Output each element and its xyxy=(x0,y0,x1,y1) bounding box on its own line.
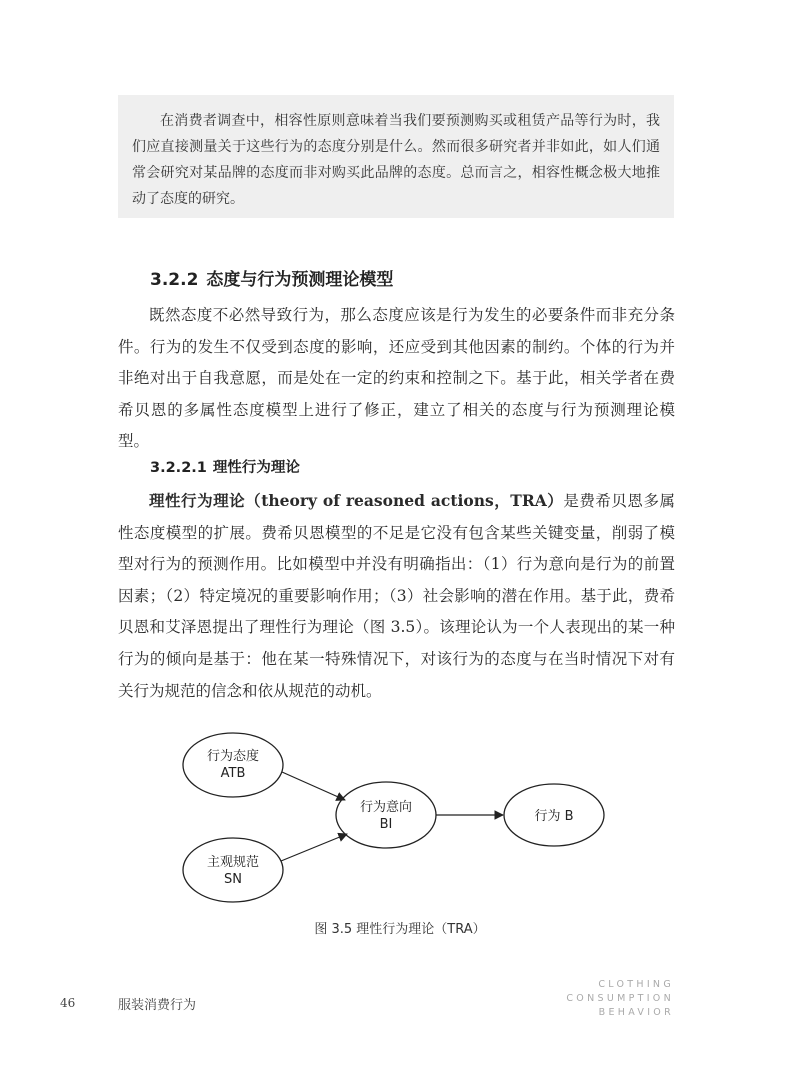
page-number: 46 xyxy=(60,996,76,1010)
series-line-2: CONSUMPTION xyxy=(566,993,674,1004)
subsection-title: 理性行为理论 xyxy=(212,460,300,476)
note-box-text: 在消费者调查中，相容性原则意味着当我们要预测购买或租赁产品等行为时，我们应直接测量关于这些行为的态度分别是什么。然而很多研究者并非如此，如人们通常会研究对某品牌的态度而非对购买此品牌的态度。总而言之，相容性概念极大地推动了态度的研究。 xyxy=(132,113,660,207)
subsection-number: 3.2.2.1 xyxy=(150,460,207,476)
series-logo-text xyxy=(566,978,674,1020)
subsection-paragraph xyxy=(118,485,675,707)
section-heading xyxy=(150,265,393,290)
arrow-atb-to-bi xyxy=(282,772,345,800)
node-bi-ellipse xyxy=(336,782,436,848)
arrow-sn-to-bi xyxy=(281,834,347,861)
section-paragraph: 既然态度不必然导致行为，那么态度应该是行为发生的必要条件而非充分条件。行为的发生不仅受到态度的影响，还应受到其他因素的制约。个体的行为并非绝对出于自我意愿，而是处在一定的约束和控制之下。基于此，相关学者在费希贝恩的多属性态度模型上进行了修正，建立了相关的态度与行为预测理论模型。 xyxy=(118,306,675,451)
section-title: 态度与行为预测理论模型 xyxy=(206,270,394,290)
node-atb-ellipse xyxy=(183,733,283,797)
term-english: （theory of reasoned actions，TRA） xyxy=(245,491,564,510)
node-sn-line2: SN xyxy=(224,872,242,887)
book-title: 服装消费行为 xyxy=(118,998,197,1013)
node-atb-line2: ATB xyxy=(220,766,246,781)
node-bi-line2: BI xyxy=(379,817,393,832)
tra-diagram xyxy=(0,720,800,920)
node-b-label: 行为 B xyxy=(534,809,574,824)
node-bi-line1: 行为意向 xyxy=(359,800,413,815)
series-line-1: CLOTHING xyxy=(598,979,674,990)
note-box xyxy=(118,95,674,218)
node-atb-line1: 行为态度 xyxy=(206,749,260,764)
figure-caption: 图 3.5 理性行为理论（TRA） xyxy=(314,922,486,937)
node-sn-ellipse xyxy=(183,838,283,902)
series-line-3: BEHAVIOR xyxy=(598,1007,674,1018)
subsection-paragraph-rest: 是费希贝恩多属性态度模型的扩展。费希贝恩模型的不足是它没有包含某些关键变量，削弱了模型对行为的预测作用。比如模型中并没有明确指出：（1）行为意向是行为的前置因素；（2）特定境况的重要影响作用；（3）社会影响的潜在作用。基于此，费希贝恩和艾泽恩提出了理性行为理论（图 3.5）。该理论认为一个人表现出的某一种行为的倾向是基于：他在某一特殊情况下，对该行为的态度与在当时情况下对有关行为规范的信念和依从规范的动机。 xyxy=(118,492,675,700)
node-sn-line1: 主观规范 xyxy=(206,855,260,870)
subsection-heading xyxy=(150,456,300,477)
term-bold: 理性行为理论 xyxy=(149,491,246,510)
section-number: 3.2.2 xyxy=(150,270,199,290)
